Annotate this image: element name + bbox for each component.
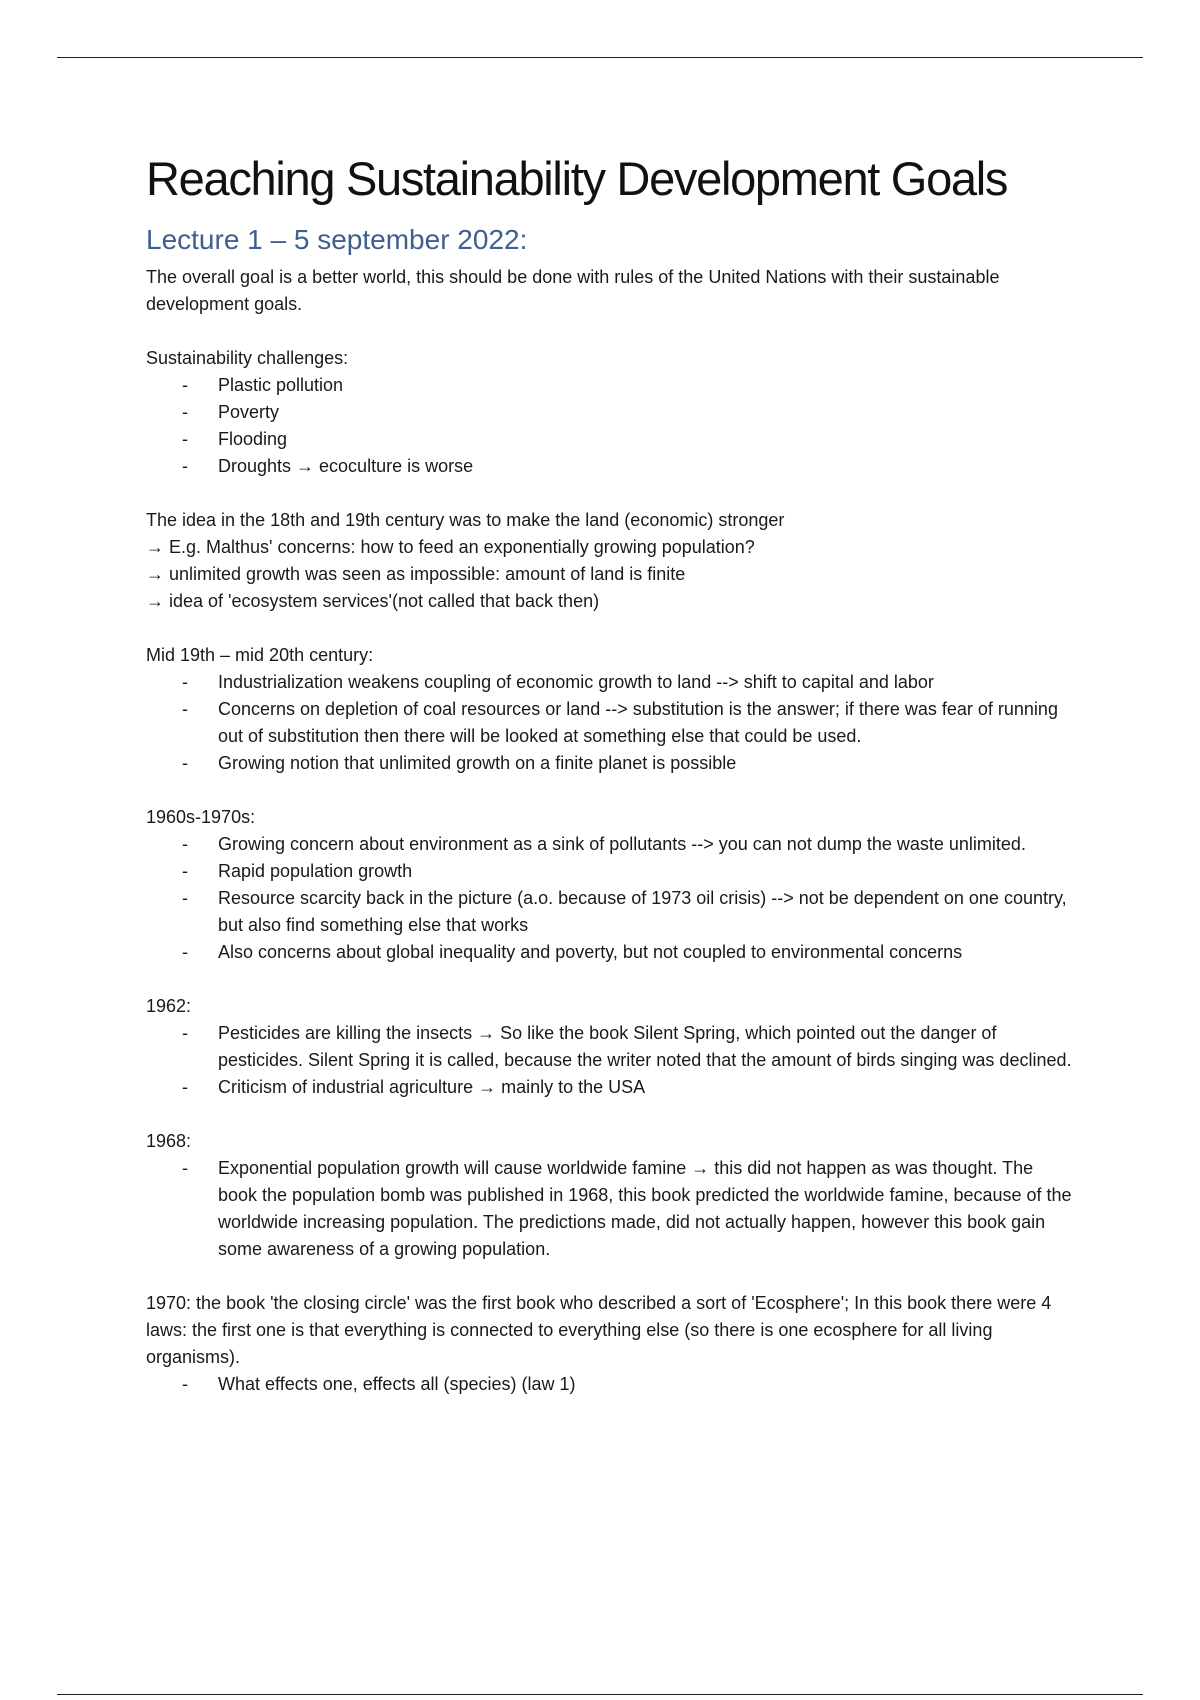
century-line-1: The idea in the 18th and 19th century was to make the land (economic) stronger <box>146 510 785 530</box>
bullet-dash: - <box>182 456 188 476</box>
footer-rule <box>57 1694 1143 1695</box>
bullet-dash: - <box>182 375 188 395</box>
list-item: - Industrialization weakens coupling of economic growth to land --> shift to capital and labor <box>146 669 1076 696</box>
bullet-dash: - <box>182 861 188 881</box>
bullet-dash: - <box>182 1023 188 1043</box>
bullet-dash: - <box>182 402 188 422</box>
year-1970-paragraph: 1970: the book 'the closing circle' was the first book who described a sort of 'Ecosphere'; In this book there were 4 laws: the first one is that everything is connected to everything else (so there is one ecosphere for all living organisms). <box>146 1293 1052 1367</box>
list-item: - Exponential population growth will cause worldwide famine → this did not happen as was thought. The book the population bomb was published in 1968, this book predicted the worldwide famine, because of the worldwide increasing population. The predictions made, did not actually happen, however this book gain some awareness of a growing population. <box>146 1155 1076 1263</box>
sixties-label: 1960s-1970s: <box>146 807 256 827</box>
century-line-3: → unlimited growth was seen as impossible: amount of land is finite <box>146 564 686 584</box>
bullet-dash: - <box>182 1158 188 1178</box>
list-item: - Flooding <box>146 426 1076 453</box>
list-item: - What effects one, effects all (species) (law 1) <box>146 1371 1076 1398</box>
bullet-dash: - <box>182 1077 188 1097</box>
intro-paragraph: The overall goal is a better world, this should be done with rules of the United Nations with their sustainable development goals. <box>146 267 1000 314</box>
year-1962-list <box>146 1020 1076 1101</box>
document-body <box>146 150 1076 1398</box>
list-item: - Poverty <box>146 399 1076 426</box>
bullet-dash: - <box>182 753 188 773</box>
bullet-dash: - <box>182 699 188 719</box>
list-item: - Growing concern about environment as a sink of pollutants --> you can not dump the waste unlimited. <box>146 831 1076 858</box>
list-item: - Rapid population growth <box>146 858 1076 885</box>
bullet-dash: - <box>182 834 188 854</box>
list-item: - Concerns on depletion of coal resources or land --> substitution is the answer; if there was fear of running out of substitution then there will be looked at something else that could be used. <box>146 696 1076 750</box>
bullet-dash: - <box>182 429 188 449</box>
challenges-label: Sustainability challenges: <box>146 348 349 368</box>
bullet-dash: - <box>182 888 188 908</box>
mid-century-list <box>146 669 1076 777</box>
list-item: - Plastic pollution <box>146 372 1076 399</box>
sixties-list <box>146 831 1076 966</box>
challenges-list <box>146 372 1076 480</box>
year-1968-label: 1968: <box>146 1131 192 1151</box>
year-1968-list <box>146 1155 1076 1263</box>
year-1970-list <box>146 1371 1076 1398</box>
list-item: - Criticism of industrial agriculture → mainly to the USA <box>146 1074 1076 1101</box>
century-line-2: → E.g. Malthus' concerns: how to feed an exponentially growing population? <box>146 537 755 557</box>
mid-century-label: Mid 19th – mid 20th century: <box>146 645 374 665</box>
century-line-4: → idea of 'ecosystem services'(not called that back then) <box>146 591 600 611</box>
list-item: - Growing notion that unlimited growth on a finite planet is possible <box>146 750 1076 777</box>
list-item: - Also concerns about global inequality and poverty, but not coupled to environmental concerns <box>146 939 1076 966</box>
list-item: - Pesticides are killing the insects → So like the book Silent Spring, which pointed out the danger of pesticides. Silent Spring it is called, because the writer noted that the amount of birds singing was declined. <box>146 1020 1076 1074</box>
bullet-dash: - <box>182 672 188 692</box>
list-item: - Droughts → ecoculture is worse <box>146 453 1076 480</box>
header-rule <box>57 57 1143 58</box>
list-item: - Resource scarcity back in the picture (a.o. because of 1973 oil crisis) --> not be dependent on one country, but also find something else that works <box>146 885 1076 939</box>
bullet-dash: - <box>182 942 188 962</box>
year-1962-label: 1962: <box>146 996 192 1016</box>
page-title: Reaching Sustainability Development Goals <box>146 152 1008 205</box>
lecture-heading: Lecture 1 – 5 september 2022: <box>146 224 528 255</box>
bullet-dash: - <box>182 1374 188 1394</box>
